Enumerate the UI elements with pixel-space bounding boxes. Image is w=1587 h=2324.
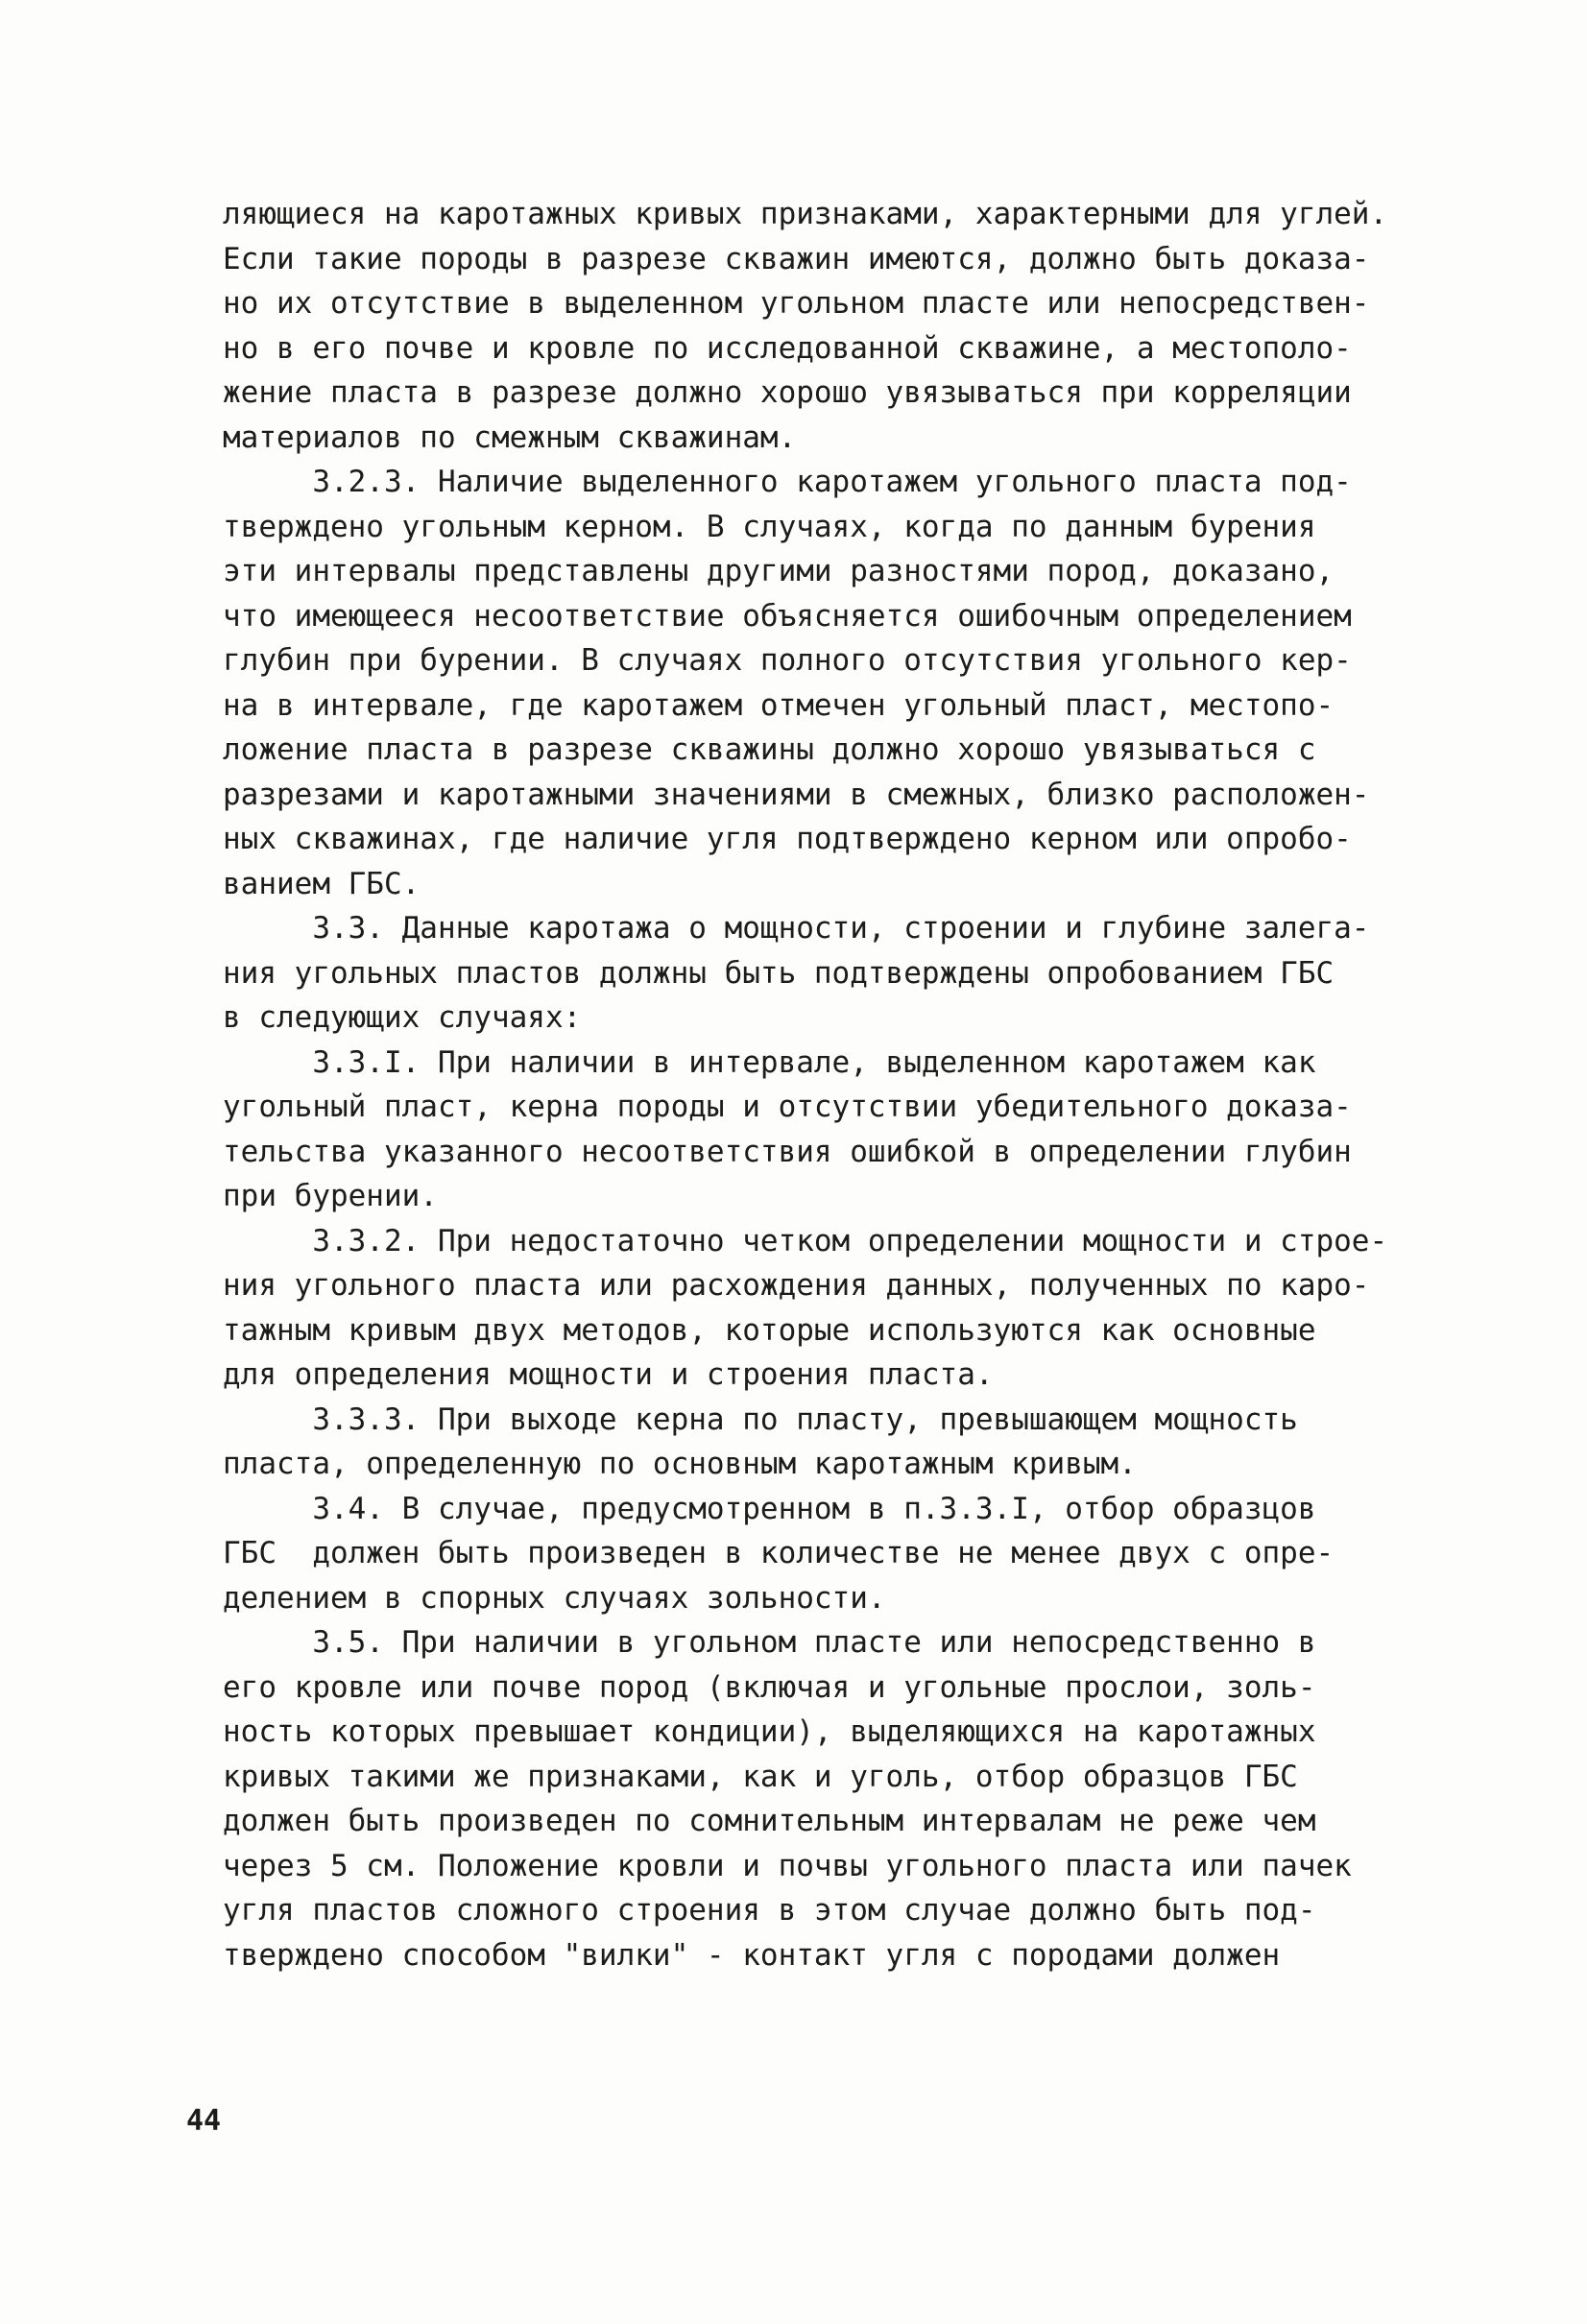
text-line: ГБС должен быть произведен в количестве не менее двух с опре- bbox=[223, 1536, 1335, 1570]
text-line: тажным кривым двух методов, которые используются как основные bbox=[223, 1312, 1316, 1348]
text-line: через 5 см. Положение кровли и почвы угольного пласта или пачек bbox=[223, 1848, 1352, 1883]
text-line: пласта, определенную по основным каротажным кривым. bbox=[223, 1447, 1137, 1481]
text-line: тверждено угольным керном. В случаях, когда по данным бурения bbox=[223, 509, 1316, 544]
text-line: эти интервалы представлены другими разностями пород, доказано, bbox=[223, 554, 1335, 588]
text-line: ния угольных пластов должны быть подтверждены опробованием ГБС bbox=[223, 955, 1335, 991]
text-line: в следующих случаях: bbox=[223, 1000, 582, 1035]
text-line: 3.3.2. При недостаточно четком определении мощности и строе- bbox=[223, 1223, 1388, 1258]
text-line: ляющиеся на каротажных кривых признаками, характерными для углей. bbox=[223, 197, 1388, 231]
text-line: Если такие породы в разрезе скважин имеются, должно быть доказа- bbox=[223, 241, 1370, 276]
body-text bbox=[223, 192, 1413, 1977]
text-line: ложение пласта в разрезе скважины должно хорошо увязываться с bbox=[223, 732, 1316, 767]
text-line: разрезами и каротажными значениями в смежных, близко расположен- bbox=[223, 777, 1370, 812]
text-line: должен быть произведен по сомнительным интервалам не реже чем bbox=[223, 1804, 1316, 1838]
text-line: угля пластов сложного строения в этом случае должно быть под- bbox=[223, 1893, 1316, 1928]
text-line: тверждено способом "вилки" - контакт угля с породами должен bbox=[223, 1937, 1281, 1973]
page-number: 44 bbox=[186, 2104, 222, 2138]
text-line: 3.4. В случае, предусмотренном в п.3.3.I, отбор образцов bbox=[223, 1491, 1316, 1526]
text-line: ванием ГБС. bbox=[223, 866, 421, 901]
text-line: делением в спорных случаях зольности. bbox=[223, 1580, 886, 1616]
text-line: 3.3. Данные каротажа о мощности, строении и глубине залега- bbox=[223, 911, 1370, 946]
text-line: тельства указанного несоответствия ошибкой в определении глубин bbox=[223, 1134, 1352, 1169]
text-line: для определения мощности и строения пласта. bbox=[223, 1357, 994, 1392]
text-line: при бурении. bbox=[223, 1179, 438, 1213]
text-line: 3.3.3. При выходе керна по пласту, превышающем мощность bbox=[223, 1402, 1298, 1437]
text-line: жение пласта в разрезе должно хорошо увязываться при корреляции bbox=[223, 375, 1352, 410]
text-line: 3.3.I. При наличии в интервале, выделенном каротажем как bbox=[223, 1044, 1316, 1080]
text-line: что имеющееся несоответствие объясняется ошибочным определением bbox=[223, 598, 1352, 634]
text-line: ных скважинах, где наличие угля подтверждено керном или опробо- bbox=[223, 822, 1352, 856]
text-line: его кровле или почве пород (включая и угольные прослои, золь- bbox=[223, 1669, 1316, 1705]
text-line: но их отсутствие в выделенном угольном пласте или непосредствен- bbox=[223, 286, 1370, 321]
text-line: кривых такими же признаками, как и уголь, отбор образцов ГБС bbox=[223, 1759, 1298, 1794]
text-line: 3.2.3. Наличие выделенного каротажем угольного пласта под- bbox=[223, 465, 1352, 499]
text-line: но в его почве и кровле по исследованной скважине, а местополо- bbox=[223, 330, 1352, 366]
text-line: ния угольного пласта или расхождения данных, полученных по каро- bbox=[223, 1268, 1370, 1303]
text-line: на в интервале, где каротажем отмечен угольный пласт, местопо- bbox=[223, 687, 1335, 723]
text-line: 3.5. При наличии в угольном пласте или непосредственно в bbox=[223, 1625, 1316, 1660]
text-line: материалов по смежным скважинам. bbox=[223, 419, 797, 455]
text-line: угольный пласт, керна породы и отсутствии убедительного доказа- bbox=[223, 1090, 1352, 1124]
text-line: ность которых превышает кондиции), выделяющихся на каротажных bbox=[223, 1714, 1316, 1749]
text-line: глубин при бурении. В случаях полного отсутствия угольного кер- bbox=[223, 643, 1352, 678]
